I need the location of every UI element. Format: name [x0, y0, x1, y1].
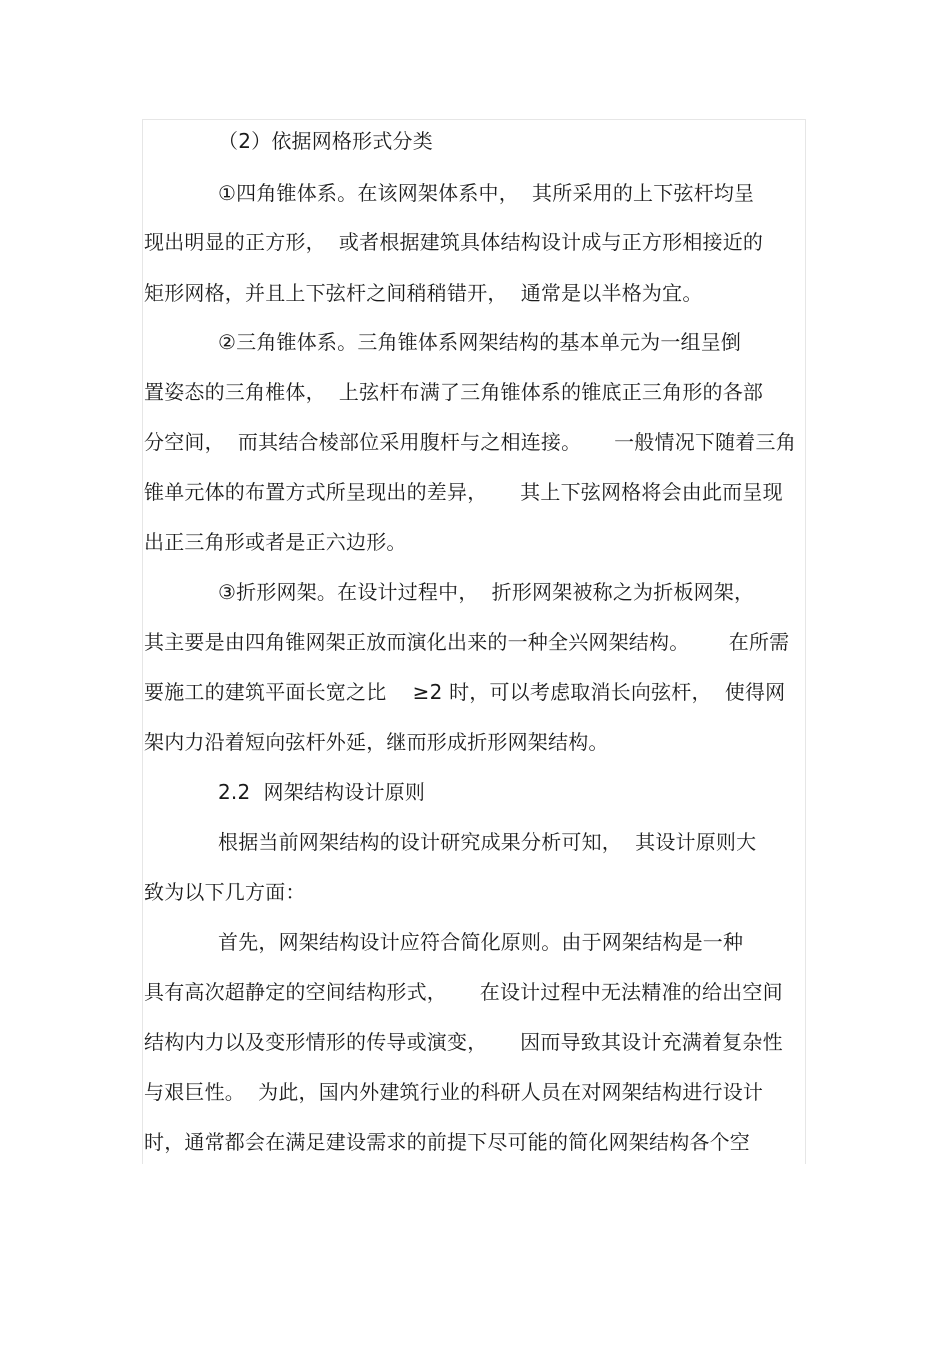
- paragraph-line: 根据当前网架结构的设计研究成果分析可知， 其设计原则大: [218, 830, 757, 854]
- paragraph-line: 具有高次超静定的空间结构形式， 在设计过程中无法精准的给出空间: [144, 980, 783, 1004]
- paragraph-line: ②三角锥体系。三角锥体系网架结构的基本单元为一组呈倒: [218, 330, 742, 354]
- paragraph-line: 锥单元体的布置方式所呈现出的差异， 其上下弦网格将会由此而呈现: [144, 480, 783, 504]
- paragraph-line: ③折形网架。在设计过程中， 折形网架被称之为折板网架，: [218, 580, 755, 604]
- paragraph-line: 要施工的建筑平面长宽之比 ≥2 时，可以考虑取消长向弦杆， 使得网: [144, 680, 786, 704]
- paragraph-line: 与艰巨性。 为此，国内外建筑行业的科研人员在对网架结构进行设计: [144, 1080, 764, 1104]
- paragraph-line: 分空间， 而其结合棱部位采用腹杆与之相连接。 一般情况下随着三角: [144, 430, 796, 454]
- paragraph-line: 架内力沿着短向弦杆外延，继而形成折形网架结构。: [144, 730, 609, 754]
- paragraph-line: 置姿态的三角椎体， 上弦杆布满了三角锥体系的锥底正三角形的各部: [144, 380, 764, 404]
- paragraph-line: 首先，网架结构设计应符合简化原则。由于网架结构是一种: [218, 930, 744, 954]
- paragraph-line: 致为以下几方面：: [144, 880, 306, 904]
- paragraph-line: 矩形网格，并且上下弦杆之间稍稍错开， 通常是以半格为宜。: [144, 281, 703, 305]
- section-heading-design-principles: 2.2 网架结构设计原则: [218, 780, 426, 804]
- paragraph-line: ①四角锥体系。在该网架体系中， 其所采用的上下弦杆均呈: [218, 181, 755, 205]
- paragraph-line: 时，通常都会在满足建设需求的前提下尽可能的简化网架结构各个空: [144, 1130, 750, 1154]
- paragraph-line: 其主要是由四角锥网架正放而演化出来的一种全兴网架结构。 在所需: [144, 630, 790, 654]
- paragraph-line: 现出明显的正方形， 或者根据建筑具体结构设计成与正方形相接近的: [144, 230, 764, 254]
- paragraph-line: 结构内力以及变形情形的传导或演变， 因而导致其设计充满着复杂性: [144, 1030, 783, 1054]
- paragraph-line: 出正三角形或者是正六边形。: [144, 530, 407, 554]
- section-heading-grid-classification: （2）依据网格形式分类: [218, 129, 433, 153]
